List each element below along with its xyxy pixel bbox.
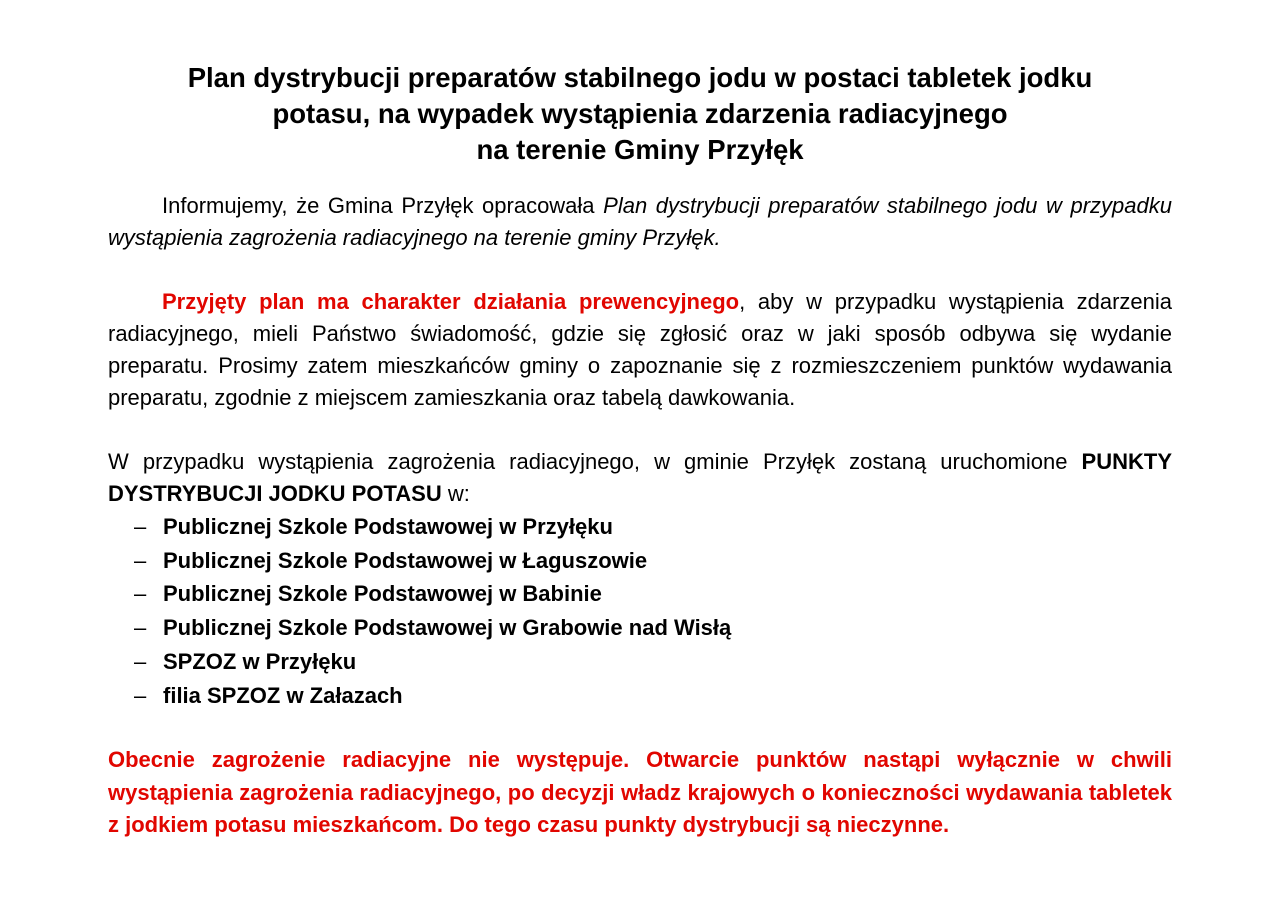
plan-name-italic: Plan dystrybucji preparatów stabilnego jodu w przypadku wystąpienia zagrożenia radiacyjnego na terenie gminy Przyłęk. <box>108 193 1172 250</box>
dash-bullet: – <box>134 648 147 674</box>
list-item <box>108 544 1172 578</box>
list-item-text: Publicznej Szkole Podstawowej w Przyłęku <box>163 514 613 539</box>
list-item-text: Publicznej Szkole Podstawowej w Grabowie nad Wisłą <box>163 615 732 641</box>
plan-paragraph <box>108 286 1172 414</box>
document-title <box>108 60 1172 168</box>
title-line-3: na terenie Gminy Przyłęk <box>476 134 804 165</box>
plan-text: , aby w przypadku wystąpienia zdarzenia radiacyjnego, mieli Państwo świadomość, gdzie się zgłosić oraz w jaki sposób odbywa się wydanie preparatu. Prosimy zatem mieszkańców gminy o zapoznanie się z rozmieszczeniem punktów wydawania preparatu, zgodnie z miejscem zamieszkania oraz tabelą dawkowania. <box>108 289 1172 410</box>
title-line-1: Plan dystrybucji preparatów stabilnego jodu w postaci tabletek jodku <box>187 62 1093 93</box>
points-intro-text: W przypadku wystąpienia zagrożenia radiacyjnego, w gminie Przyłęk zostaną uruchomione <box>108 449 1082 474</box>
points-intro-paragraph <box>108 446 1172 510</box>
list-item-text: Publicznej Szkole Podstawowej w Babinie <box>163 581 602 607</box>
list-item <box>108 510 1172 544</box>
title-line-2: potasu, na wypadek wystąpienia zdarzenia radiacyjnego <box>272 98 1008 129</box>
list-item <box>108 577 1172 611</box>
dash-bullet: – <box>134 682 147 708</box>
list-item-text: SPZOZ w Przyłęku <box>163 648 357 674</box>
points-intro-tail: w: <box>441 481 470 506</box>
intro-text: Informujemy, że Gmina Przyłęk opracowała <box>162 193 604 218</box>
dash-bullet: – <box>134 581 147 607</box>
plan-highlight: Przyjęty plan ma charakter działania prewencyjnego <box>162 289 740 314</box>
list-item <box>108 611 1172 645</box>
dash-bullet: – <box>134 514 147 539</box>
points-intro-bold: PUNKTY DYSTRYBUCJI JODKU POTASU <box>108 449 1172 506</box>
document-page <box>108 60 1172 842</box>
intro-paragraph <box>108 190 1172 254</box>
list-item-text: filia SPZOZ w Załazach <box>163 682 403 708</box>
dash-bullet: – <box>134 547 147 573</box>
list-item <box>108 679 1172 713</box>
warning-paragraph: Obecnie zagrożenie radiacyjne nie występuje. Otwarcie punktów nastąpi wyłącznie w chwili wystąpienia zagrożenia radiacyjnego, po decyzji władz krajowych o konieczności wydawania tabletek z jodkiem potasu mieszkańcom. Do tego czasu punkty dystrybucji są nieczynne. <box>108 747 1172 838</box>
list-item <box>108 645 1172 679</box>
distribution-points-list <box>108 510 1172 712</box>
list-item-text: Publicznej Szkole Podstawowej w Łaguszowie <box>163 547 648 573</box>
dash-bullet: – <box>134 615 147 641</box>
